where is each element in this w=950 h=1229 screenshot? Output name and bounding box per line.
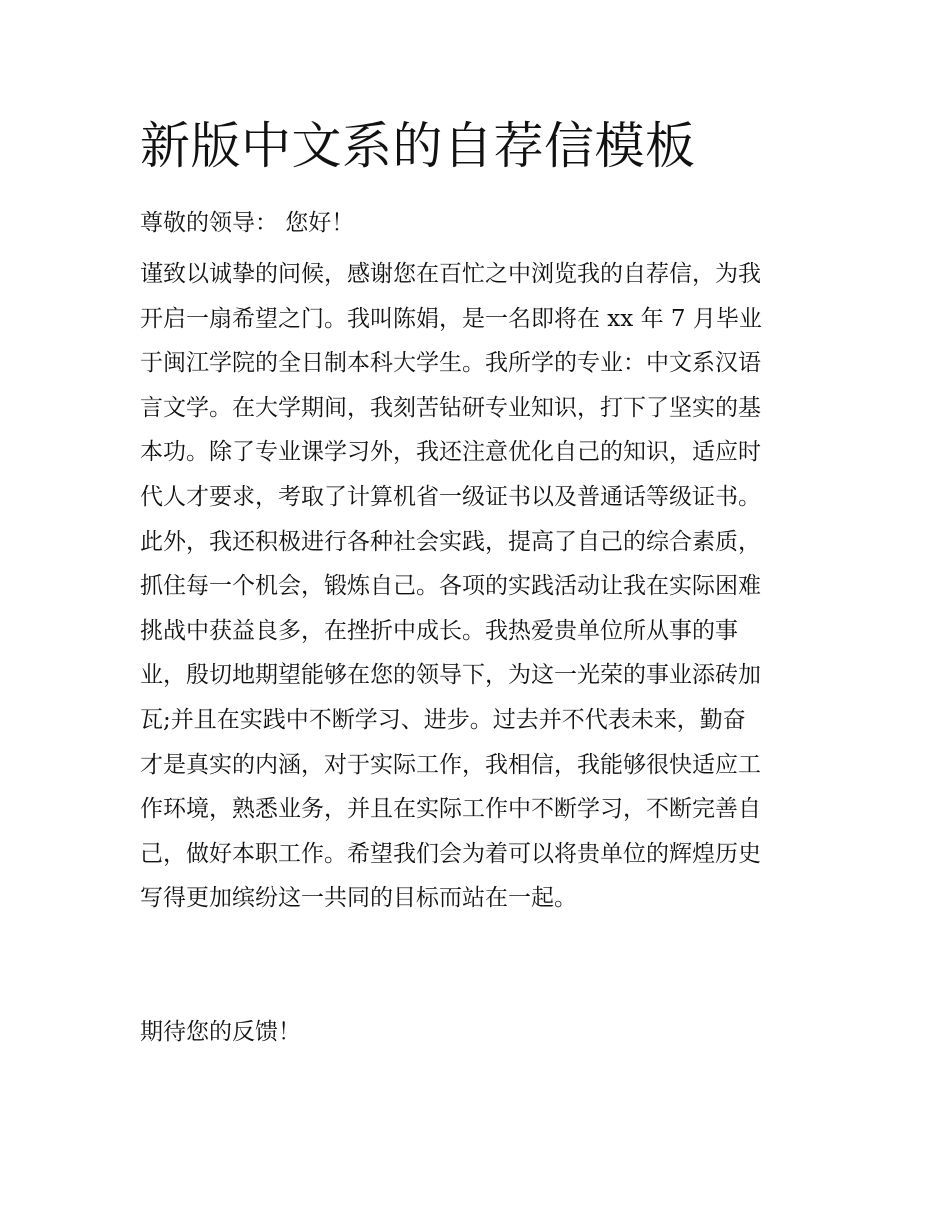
body-line: 于闽江学院的全日制本科大学生。我所学的专业：中文系汉语: [140, 350, 761, 377]
body-line: 业，殷切地期望能够在您的领导下，为这一光荣的事业添砖加: [140, 662, 761, 689]
body-line: 代人才要求，考取了计算机省一级证书以及普通话等级证书。: [140, 483, 761, 510]
body-line: 才是真实的内涵，对于实际工作，我相信，我能够很快适应工: [140, 751, 761, 778]
body-line: 挑战中获益良多，在挫折中成长。我热爱贵单位所从事的事: [140, 617, 738, 644]
letter-body: [140, 252, 820, 921]
body-line: 谨致以诚挚的问候，感谢您在百忙之中浏览我的自荐信，为我: [140, 261, 761, 287]
letter-closing: 期待您的反馈！: [140, 1019, 301, 1045]
body-line: 本功。除了专业课学习外，我还注意优化自己的知识，适应时: [140, 439, 761, 466]
body-line: 言文学。在大学期间，我刻苦钻研专业知识，打下了坚实的基: [140, 394, 761, 421]
body-line: 己，做好本职工作。希望我们会为着可以将贵单位的辉煌历史: [140, 840, 761, 867]
body-line: 瓦;并且在实践中不断学习、进步。过去并不代表未来，勤奋: [140, 706, 746, 733]
body-line: 写得更加缤纷这一共同的目标而站在一起。: [140, 885, 577, 912]
body-line: 抓住每一个机会，锻炼自己。各项的实践活动让我在实际困难: [140, 573, 761, 600]
body-line: 开启一扇希望之门。我叫陈娟，是一名即将在 xx 年 7 月毕业: [140, 305, 762, 332]
body-line: 作环境，熟悉业务，并且在实际工作中不断学习，不断完善自: [140, 796, 761, 823]
letter-greeting: 尊敬的领导： 您好！: [140, 210, 355, 236]
document-title: 新版中文系的自荐信模板: [140, 117, 696, 175]
body-line: 此外，我还积极进行各种社会实践，提高了自己的综合素质，: [140, 528, 761, 555]
